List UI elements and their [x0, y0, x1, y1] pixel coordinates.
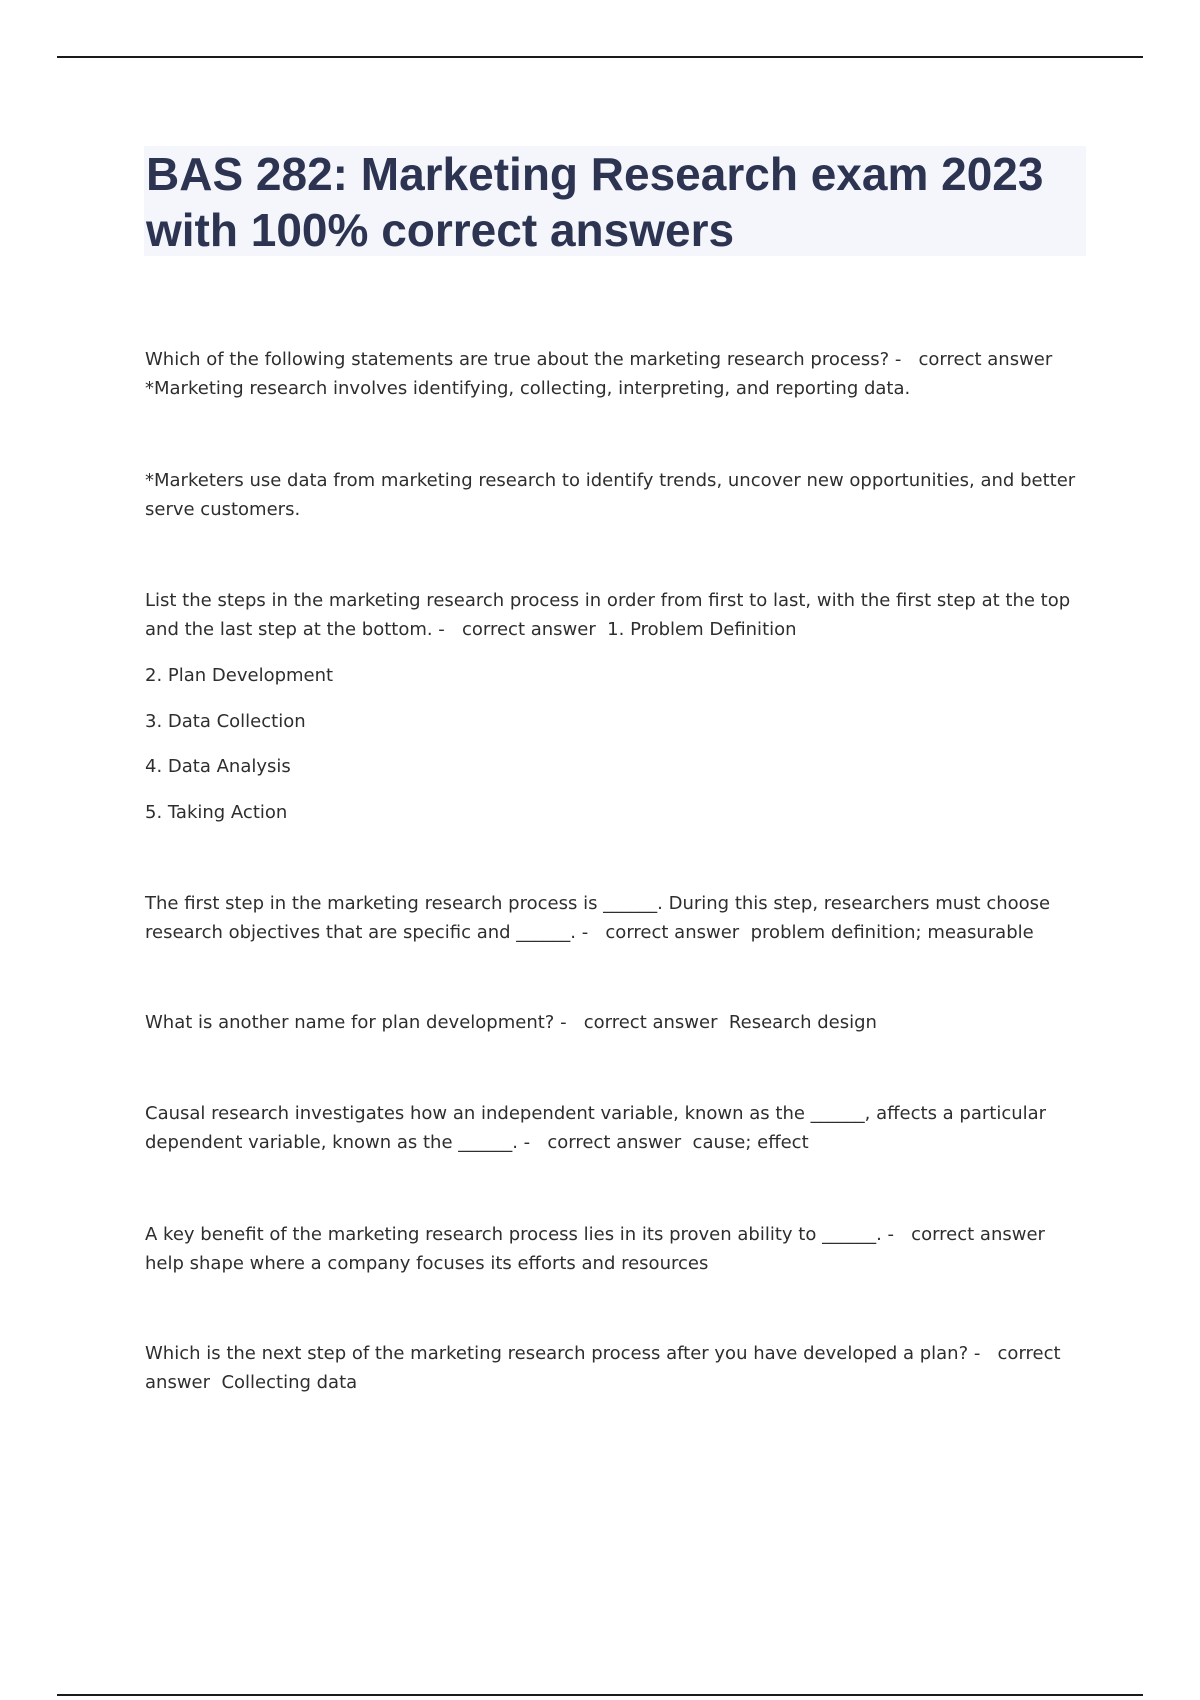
text-line: What is another name for plan development? - correct answer Research design	[145, 1012, 877, 1033]
text-line: List the steps in the marketing research process in order from first to last, with the first step at the top	[145, 590, 1071, 611]
text-line: and the last step at the bottom. - correct answer 1. Problem Definition	[145, 619, 797, 640]
text-line: research objectives that are specific and ______. - correct answer problem definition; measurable	[145, 922, 1034, 943]
text-line: Causal research investigates how an independent variable, known as the ______, affects a particular	[145, 1103, 1047, 1124]
text-line: The first step in the marketing research process is ______. During this step, researchers must choose	[145, 893, 1051, 914]
qa-item-3	[145, 586, 1090, 644]
text-line: answer Collecting data	[145, 1372, 358, 1393]
text-line: *Marketing research involves identifying, collecting, interpreting, and reporting data.	[145, 378, 911, 399]
qa-item-8	[145, 1339, 1090, 1397]
list-item-step-2: 2. Plan Development	[145, 665, 334, 686]
list-item-step-4: 4. Data Analysis	[145, 756, 291, 777]
qa-item-4	[145, 889, 1090, 947]
text-line: Which of the following statements are true about the marketing research process? - correct answer	[145, 349, 1053, 370]
qa-item-7	[145, 1220, 1090, 1278]
qa-item-5	[145, 1008, 1090, 1037]
text-line: serve customers.	[145, 499, 301, 520]
text-line: help shape where a company focuses its efforts and resources	[145, 1253, 709, 1274]
qa-item-6	[145, 1099, 1090, 1157]
top-rule	[57, 56, 1143, 58]
text-line: dependent variable, known as the ______. - correct answer cause; effect	[145, 1132, 809, 1153]
document-title: BAS 282: Marketing Research exam 2023 with 100% correct answers	[146, 148, 1044, 256]
bottom-rule	[57, 1694, 1143, 1696]
list-item-step-5: 5. Taking Action	[145, 802, 288, 823]
qa-item-2	[145, 466, 1090, 524]
list-item-step-3: 3. Data Collection	[145, 711, 306, 732]
text-line: A key benefit of the marketing research process lies in its proven ability to ______. - correct answer	[145, 1224, 1045, 1245]
text-line: *Marketers use data from marketing research to identify trends, uncover new opportunities, and better	[145, 470, 1076, 491]
text-line: Which is the next step of the marketing research process after you have developed a plan? - correct	[145, 1343, 1061, 1364]
qa-item-1	[145, 345, 1090, 403]
